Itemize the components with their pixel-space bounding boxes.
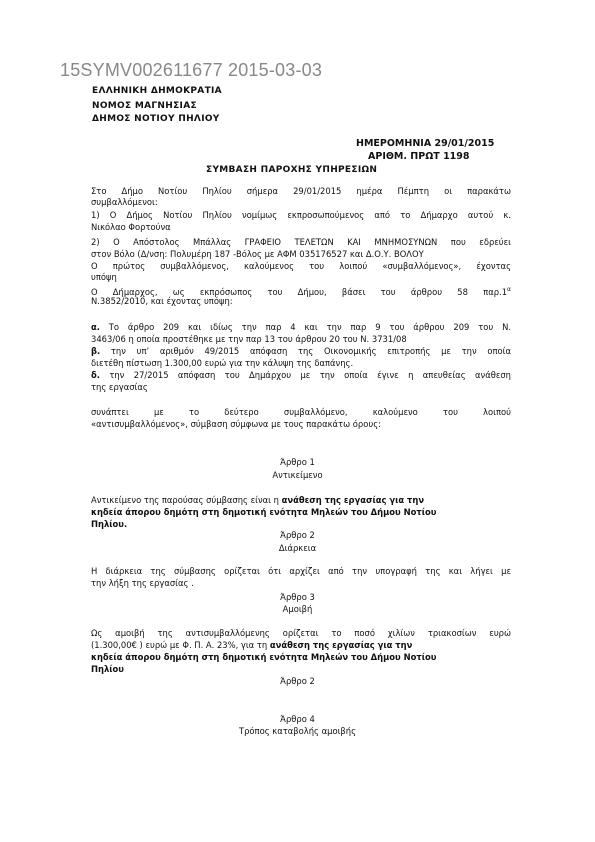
article-3-text-bold: ανάθεση της εργασίας για την bbox=[269, 640, 413, 650]
article-2-heading: Άρθρο 2 bbox=[280, 530, 315, 540]
article-2-subheading: Διάρκεια bbox=[278, 543, 317, 553]
intro-line-3: 1) Ο Δήμος Νοτίου Πηλίου νομίμως εκπροσωπούμενος από το Δήμαρχο αυτού κ. bbox=[91, 210, 511, 220]
header-line-2: ΝΟΜΟΣ ΜΑΓΝΗΣΙΑΣ bbox=[92, 101, 197, 111]
intro-line-9-sup: α bbox=[507, 286, 511, 293]
article-4-subheading: Τρόπος καταβολής αμοιβής bbox=[238, 726, 356, 736]
agreement-line-1: συνάπτει με το δεύτερο συμβαλλόμενο, καλούμενο του λοιπού bbox=[91, 407, 511, 417]
date-line: ΗΜΕΡΟΜΗΝΙΑ 29/01/2015 bbox=[356, 138, 495, 149]
document-title: ΣΥΜΒΑΣΗ ΠΑΡΟΧΗΣ ΥΠΗΡΕΣΙΩΝ bbox=[206, 165, 378, 175]
article-3-heading: Άρθρο 3 bbox=[280, 592, 315, 602]
article-3-text-normal: (1.300,00€ ) ευρώ με Φ. Π. Α. 23%, για τη bbox=[91, 640, 270, 650]
article-3-line-4 bbox=[91, 664, 511, 676]
consideration-b-line-1 bbox=[91, 346, 511, 358]
article-1-line-2 bbox=[91, 507, 511, 519]
consideration-d-line-1 bbox=[91, 370, 511, 382]
intro-line-8: υπόψη bbox=[91, 272, 117, 282]
article-3-subheading: Αμοιβή bbox=[282, 604, 313, 614]
consideration-a-line-2: 3463/06 η οποία προστέθηκε με την παρ 13 του άρθρου 20 του Ν. 3731/08 bbox=[91, 334, 407, 344]
article-3-text-bold-3: Πηλίου bbox=[91, 664, 124, 674]
article-3-line-1: Ως αμοιβή της αντισυμβαλλόμενης ορίζεται το ποσό χιλίων τριακοσίων ευρώ bbox=[91, 628, 511, 638]
intro-line-10: Ν.3852/2010, και έχοντας υπόψη: bbox=[91, 296, 233, 306]
consideration-d-label: δ. bbox=[91, 370, 100, 380]
article-3-text-bold-2: κηδεία άπορου δημότη στη δημοτική ενότητα Μηλεών του Δήμου Νοτίου bbox=[91, 652, 437, 662]
article-2-repeat-heading: Άρθρο 2 bbox=[280, 676, 315, 686]
article-1-subheading: Αντικείμενο bbox=[272, 470, 323, 480]
article-3-line-2 bbox=[91, 640, 511, 652]
header-line-3: ΔΗΜΟΣ ΝΟΤΙΟΥ ΠΗΛΙΟΥ bbox=[92, 114, 220, 124]
consideration-b-text-1: την υπ’ αριθμόν 49/2015 απόφαση της Οικονομικής επιτροπής με την οποία bbox=[100, 346, 511, 356]
consideration-d-text-1: την 27/2015 απόφαση του Δημάρχου με την οποία έγινε η απευθείας ανάθεση bbox=[99, 370, 511, 380]
intro-line-6: στον Βόλο (Δ/νση: Πολυμέρη 187 -Βόλος με ΑΦΜ 035176527 και Δ.Ο.Υ. ΒΟΛΟΥ bbox=[91, 249, 424, 259]
consideration-b-label: β. bbox=[91, 346, 101, 356]
consideration-b-line-2: διετέθη πίστωση 1.300,00 ευρώ για την κάλυψη της δαπάνης. bbox=[91, 358, 354, 368]
article-1-text-bold-3: Πηλίου. bbox=[91, 519, 128, 529]
consideration-d-line-2: της εργασίας bbox=[91, 382, 148, 392]
consideration-a-line-1 bbox=[91, 322, 511, 334]
article-1-text-bold: ανάθεση της εργασίας για την bbox=[281, 495, 425, 505]
article-4-heading: Άρθρο 4 bbox=[280, 714, 315, 724]
article-3-line-3 bbox=[91, 652, 511, 664]
intro-line-7: Ο πρώτος συμβαλλόμενος, καλούμενος του λοιπού «συμβαλλόμενος», έχοντας bbox=[91, 261, 511, 271]
consideration-a-text-1: Το άρθρο 209 και ιδίως την παρ 4 και την παρ 9 του άρθρου 209 του Ν. bbox=[99, 322, 511, 332]
agreement-line-2: «αντισυμβαλλόμενος», σύμβαση σύμφωνα με τους παρακάτω όρους: bbox=[91, 419, 381, 429]
intro-line-2: συμβαλλόμενοι: bbox=[91, 197, 158, 207]
intro-line-9-text: Ο Δήμαρχος, ως εκπρόσωπος του Δήμου, βάσει του άρθρου 58 παρ.1 bbox=[91, 286, 508, 297]
article-1-line-3 bbox=[91, 519, 511, 531]
article-1-text-bold-2: κηδεία άπορου δημότη στη δημοτική ενότητα Μηλεών του Δήμου Νοτίου bbox=[91, 507, 437, 517]
intro-line-1: Στο Δήμο Νοτίου Πηλίου σήμερα 29/01/2015 ημέρα Πέμπτη οι παρακάτω bbox=[91, 186, 511, 196]
article-2-line-2: την λήξη της εργασίας . bbox=[91, 578, 194, 588]
article-1-text-normal: Αντικείμενο της παρούσας σύμβασης είναι η bbox=[91, 495, 282, 505]
intro-line-5: 2) Ο Απόστολος Μπάλλας ΓΡΑΦΕΙΟ ΤΕΛΕΤΩΝ ΚΑΙ ΜΝΗΜΟΣΥΝΩΝ που εδρεύει bbox=[91, 237, 511, 247]
header-line-1: ΕΛΛΗΝΙΚΗ ΔΗΜΟΚΡΑΤΙΑ bbox=[92, 86, 222, 96]
consideration-a-label: α. bbox=[91, 322, 100, 332]
article-1-line-1 bbox=[91, 495, 511, 507]
intro-line-4: Νικόλαο Φορτούνα bbox=[91, 222, 171, 232]
article-1-heading: Άρθρο 1 bbox=[280, 457, 315, 467]
ada-watermark: 15SYMV002611677 2015-03-03 bbox=[60, 60, 323, 80]
article-2-line-1: Η διάρκεια της σύμβασης ορίζεται ότι αρχίζει από την υπογραφή της και λήγει με bbox=[91, 566, 511, 576]
protocol-line: ΑΡΙΘΜ. ΠΡΩΤ 1198 bbox=[368, 151, 470, 162]
